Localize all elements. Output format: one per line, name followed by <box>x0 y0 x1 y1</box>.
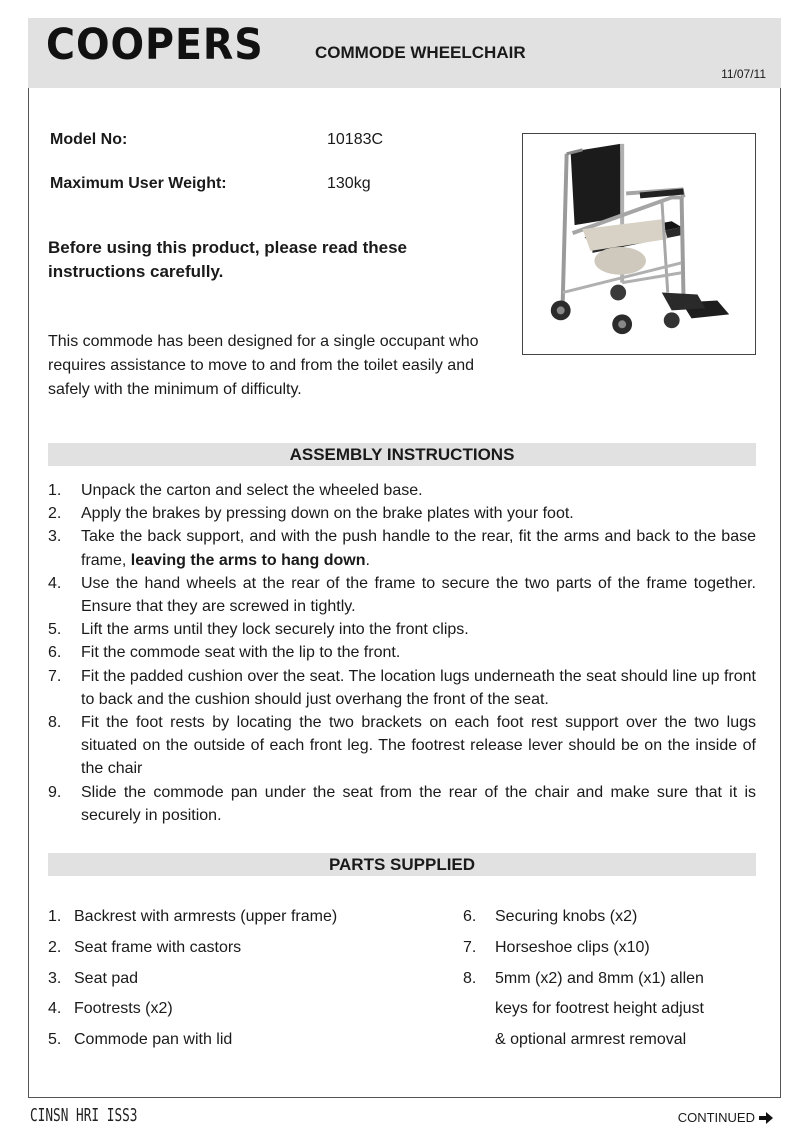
continued-label <box>678 1110 773 1125</box>
list-item: 8. 5mm (x2) and 8mm (x1) allen <box>463 969 704 987</box>
spec-label-weight: Maximum User Weight: <box>50 175 227 192</box>
arrow-right-icon <box>759 1112 773 1124</box>
document-title: COMMODE WHEELCHAIR <box>315 43 526 62</box>
intro-paragraph: This commode has been designed for a single occupant who requires assistance to move to and from the toilet easily and safely with the minimum of difficulty. <box>48 333 479 398</box>
footer-document-code: CINSN HRI ISS3 <box>30 1104 138 1126</box>
list-item: 1. Backrest with armrests (upper frame) <box>48 908 338 925</box>
list-item: 5. Lift the arms until they lock securely into the front clips. <box>48 621 469 639</box>
list-item: 4. Use the hand wheels at the rear of the frame to secure the two parts of the frame together. Ensure that they are screwed in tightly. <box>48 574 756 616</box>
continued-text: CONTINUED <box>677 1110 755 1125</box>
assembly-steps <box>48 479 756 827</box>
list-item: 8. Fit the foot rests by locating the two brackets on each foot rest support over the two lugs situated on the outside of each front leg. The footrest release lever should be on the inside of the chair <box>48 714 756 778</box>
document-date: 11/07/11 <box>721 67 766 81</box>
spec-label-model: Model No: <box>50 131 128 148</box>
list-item: 3. Seat pad <box>48 969 139 987</box>
parts-list-left <box>48 902 337 1056</box>
list-item: 7. Horseshoe clips (x10) <box>463 938 650 956</box>
spec-value-weight: 130kg <box>327 175 371 192</box>
parts-list-right <box>463 902 704 1056</box>
list-item: 2. Apply the brakes by pressing down on the brake plates with your foot. <box>48 505 574 523</box>
brand-logo: COOPERS <box>46 20 264 70</box>
list-item: 3. Take the back support, and with the push handle to the rear, fit the arms and back to the base frame, leaving the arms to hang down. <box>48 528 756 569</box>
list-item: 4. Footrests (x2) <box>48 1000 173 1018</box>
list-item: 6. Fit the commode seat with the lip to the front. <box>48 644 401 662</box>
assembly-heading: ASSEMBLY INSTRUCTIONS <box>48 443 756 466</box>
list-item: 1. Unpack the carton and select the wheeled base. <box>48 482 423 499</box>
commode-wheelchair-photo <box>522 133 756 355</box>
list-item: 2. Seat frame with castors <box>48 938 242 956</box>
spec-value-model: 10183C <box>327 131 384 148</box>
warning-text: Before using this product, please read these instructions carefully. <box>48 238 407 281</box>
parts-heading: PARTS SUPPLIED <box>48 853 756 876</box>
list-item: 6. Securing knobs (x2) <box>463 908 638 925</box>
list-item: keys for footrest height adjust <box>495 1000 704 1018</box>
list-item: 7. Fit the padded cushion over the seat. The location lugs underneath the seat should line up front to back and the cushion should just overhang the front of the seat. <box>48 667 756 708</box>
list-item: 9. Slide the commode pan under the seat from the rear of the chair and make sure that it is securely in position. <box>48 783 756 824</box>
wheelchair-illustration-icon <box>523 134 755 354</box>
list-item: 5. Commode pan with lid <box>48 1031 233 1049</box>
list-item: & optional armrest removal <box>495 1031 687 1049</box>
